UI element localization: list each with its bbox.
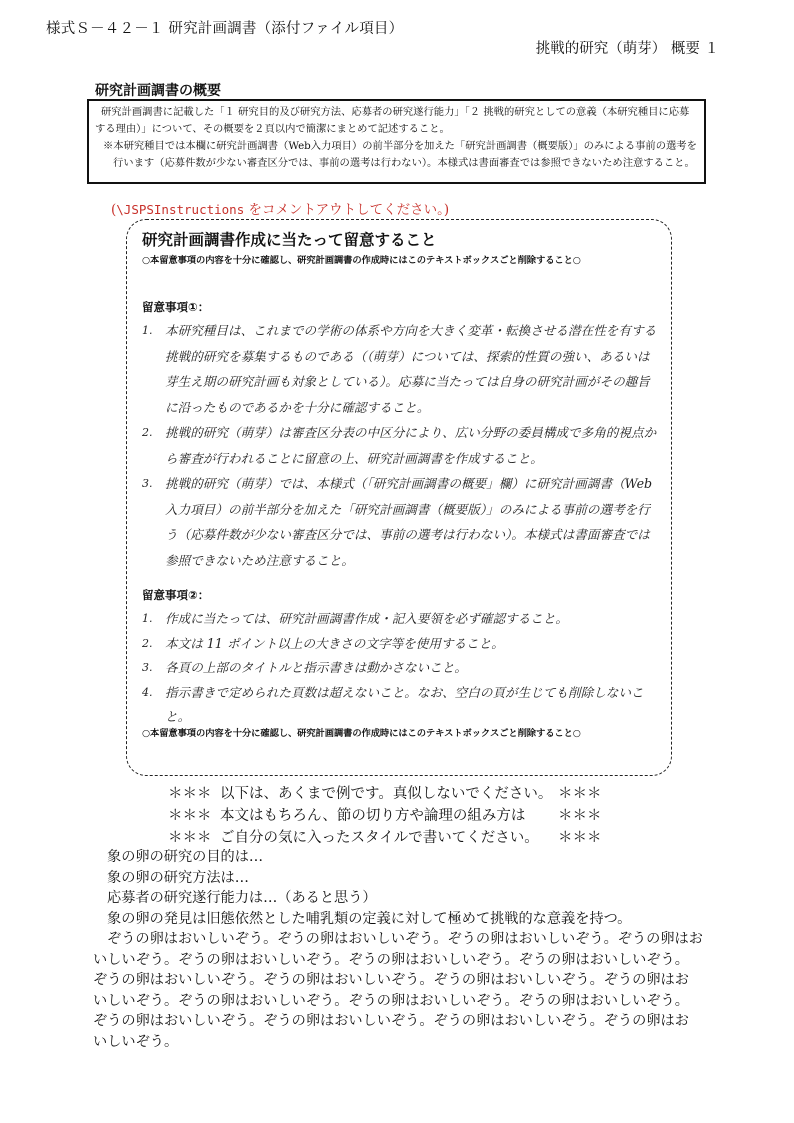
list-item: [142, 681, 660, 730]
list-item: [142, 420, 660, 471]
example-disclaimer-line: [168, 826, 602, 847]
item-text: 本文は 11 ポイント以上の大きさの文字等を使用すること。: [165, 635, 504, 651]
body-line: 象の卵の研究の目的は…: [107, 849, 264, 865]
example-disclaimer-line: [168, 782, 602, 803]
list-item: [142, 607, 660, 632]
note-open-paren: (: [111, 202, 117, 218]
item-text: 挑戦的研究（萌芽）では、本様式（「研究計画調書の概要」欄）に研究計画調書（Web 入力項目）の前半部分を加えた「研究計画調書（概要版）」のみによる事前の選考を行う（応募件数が少ない審査区分では、事前の選考は行わない）。本様式は書面審査では参照できないため注意すること。: [165, 476, 653, 568]
notice-list-2: [142, 607, 660, 730]
item-text: 各頁の上部のタイトルと指示書きは動かさないこと。: [165, 660, 467, 675]
item-number: 3.: [142, 477, 153, 490]
instruction-paragraph: 研究計画調書に記載した「１ 研究目的及び研究方法、応募者の研究遂行能力」「２ 挑戦的研究としての意義（本研究種目に応募する理由）」について、その概要を２頁以内で簡潔にまとめて記述すること。: [95, 106, 690, 135]
star-marker: ＊＊＊: [558, 808, 602, 824]
notice-banner-bottom: ○本留意事項の内容を十分に確認し、研究計画調書の作成時にはこのテキストボックスごと削除すること○: [142, 728, 581, 739]
body-paragraph: ぞうの卵はおいしいぞう。ぞうの卵はおいしいぞう。ぞうの卵はおいしいぞう。ぞうの卵はおいしいぞう。ぞうの卵はおいしいぞう。ぞうの卵はおいしいぞう。ぞうの卵はおいしいぞう。ぞうの卵はおいしいぞう。ぞうの卵はおいしいぞう。ぞうの卵はおいしいぞう。ぞうの卵はおいしいぞう。ぞうの卵はおいしいぞう。ぞうの卵はおいしいぞう。ぞうの卵はおいしいぞう。ぞうの卵はおいしいぞう。ぞうの卵はおいしいぞう。ぞうの卵はおいしいぞう。ぞうの卵はおいしいぞう。: [93, 931, 703, 1050]
instruction-box: [87, 99, 706, 184]
notice-list-1: [142, 318, 660, 573]
item-text: 指示書きで定められた頁数は超えないこと。なお、空白の頁が生じても削除しないこと。: [165, 684, 644, 724]
item-number: 4.: [142, 685, 153, 699]
note-text: をコメントアウトしてください。): [244, 202, 450, 218]
star-marker: ＊＊＊: [558, 786, 602, 802]
notice-title: 研究計画調書作成に当たって留意すること: [142, 231, 437, 249]
comment-out-note: [111, 198, 449, 218]
star-marker: ＊＊＊: [558, 830, 602, 846]
disclaimer-text: ご自分の気に入ったスタイルで書いてください。: [220, 830, 539, 846]
example-disclaimer-line: [168, 804, 602, 825]
list-item: [142, 632, 660, 657]
body-text: [93, 847, 703, 1052]
body-line: 象の卵の研究方法は…: [107, 869, 249, 886]
star-marker: ＊＊＊: [168, 830, 212, 846]
item-text: 挑戦的研究（萌芽）は審査区分表の中区分により、広い分野の委員構成で多角的視点から審査が行われることに留意の上、研究計画調書を作成すること。: [165, 425, 657, 466]
disclaimer-text: 以下は、あくまで例です。真似しないでください。: [220, 786, 553, 802]
item-number: 1.: [142, 324, 153, 337]
document-type-label: 挑戦的研究（萌芽） 概要 １: [535, 41, 719, 57]
item-number: 1.: [142, 612, 153, 625]
star-marker: ＊＊＊: [168, 786, 212, 802]
section-title: 研究計画調書の概要: [95, 83, 221, 99]
disclaimer-text: 本文はもちろん、節の切り方や論理の組み方は: [220, 808, 526, 824]
item-text: 作成に当たっては、研究計画調書作成・記入要領を必ず確認すること。: [165, 611, 568, 626]
item-text: 本研究種目は、これまでの学術の体系や方向を大きく変革・転換させる潜在性を有する挑戦的研究を募集するものである（（萌芽）については、探索的性質の強い、あるいは芽生え期の研究計画も対象としている）。応募に当たっては自身の研究計画がその趣旨に沿ったものであるかを十分に確認すること。: [165, 323, 657, 415]
list-item: [142, 471, 660, 573]
form-id-header: 様式Ｓ－４２－１ 研究計画調書（添付ファイル項目）: [46, 21, 404, 37]
notice-banner-top: ○本留意事項の内容を十分に確認し、研究計画調書の作成時にはこのテキストボックスごと削除すること○: [142, 255, 581, 266]
list-item: [142, 318, 660, 420]
star-marker: ＊＊＊: [168, 808, 212, 824]
notice-heading-1: 留意事項①：: [142, 300, 210, 314]
item-number: 2.: [142, 636, 153, 650]
body-line: 象の卵の発見は旧態依然とした哺乳類の定義に対して極めて挑戦的な意義を持つ。: [107, 910, 632, 927]
item-number: 3.: [142, 661, 153, 674]
instruction-note: ※本研究種目では本欄に研究計画調書（Web入力項目）の前半部分を加えた「研究計画調書（概要版）」のみによる事前の選考を行います（応募件数が少ない審査区分では、事前の選考は行わない）。本様式は書面審査では参照できないため注意すること。: [103, 140, 697, 169]
list-item: [142, 656, 660, 681]
latex-command: \JSPSInstructions: [116, 202, 245, 217]
notice-heading-2: 留意事項②：: [142, 588, 210, 602]
item-number: 2.: [142, 426, 153, 439]
body-line: 応募者の研究遂行能力は…（あると思う）: [107, 890, 377, 906]
